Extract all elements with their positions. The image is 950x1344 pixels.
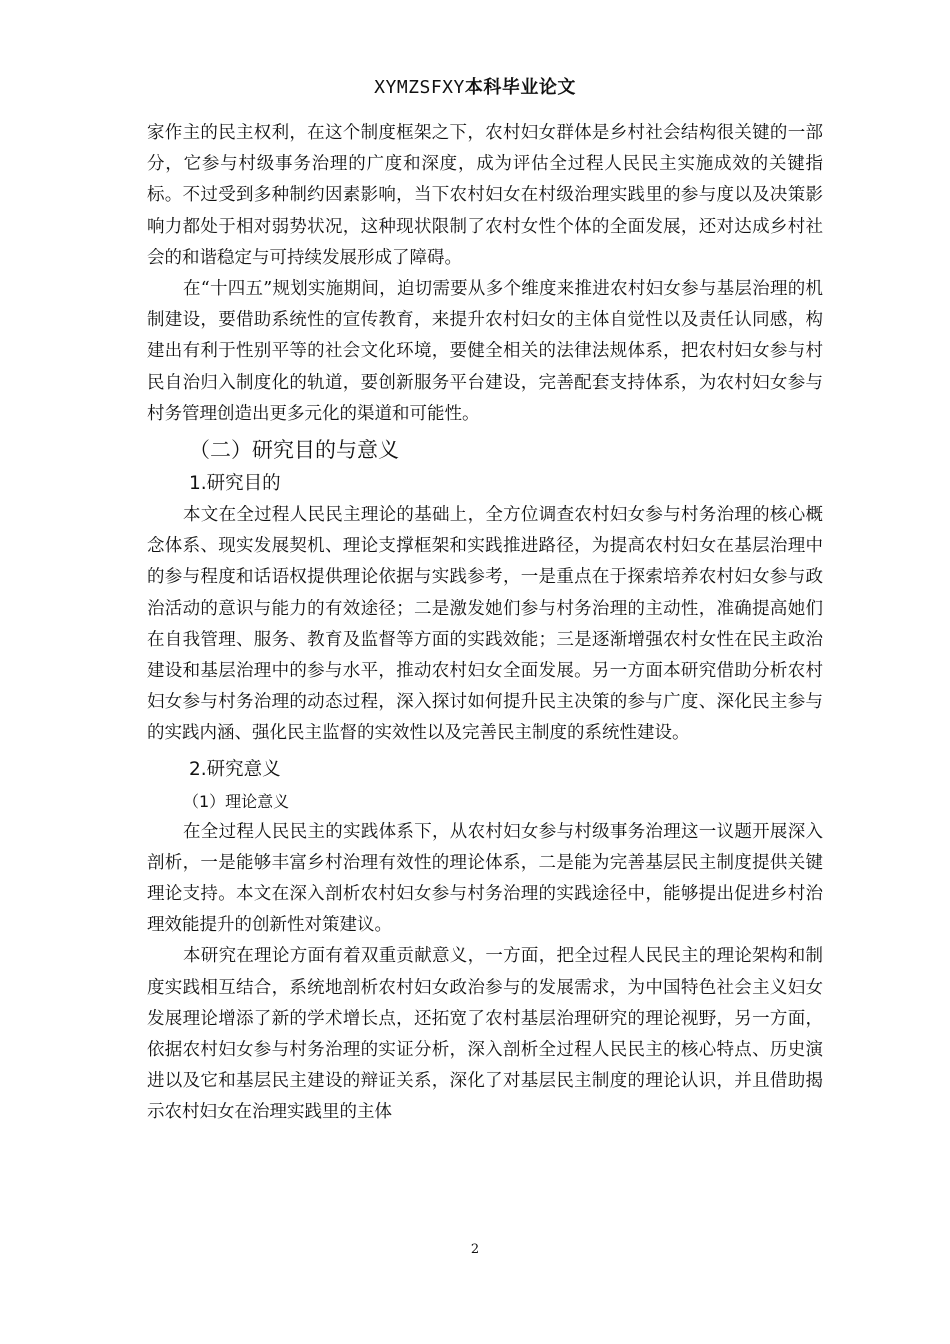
page-body — [147, 118, 823, 1129]
paragraph-continued: 家作主的民主权利，在这个制度框架之下，农村妇女群体是乡村社会结构很关键的一部分，它参与村级事务治理的广度和深度，成为评估全过程人民民主实施成效的关键指标。不过受到多种制约因素影响，当下农村妇女在村级治理实践里的参与度以及决策影响力都处于相对弱势状况，这种现状限制了农村女性个体的全面发展，还对达成乡村社会的和谐稳定与可持续发展形成了障碍。 — [147, 123, 823, 268]
section-heading-purpose-significance: （二）研究目的与意义 — [189, 438, 399, 463]
subheading-research-purpose: 1.研究目的 — [189, 473, 281, 495]
subheading-research-significance: 2.研究意义 — [189, 758, 281, 780]
subheading-theoretical-significance: （1）理论意义 — [183, 791, 290, 811]
page-header — [0, 74, 950, 101]
page-number: 2 — [470, 1242, 480, 1257]
header-title-cn: 本科毕业论文 — [464, 77, 576, 98]
paragraph-theory-2: 本研究在理论方面有着双重贡献意义，一方面，把全过程人民民主的理论架构和制度实践相互结合，系统地剖析农村妇女政治参与的发展需求，为中国特色社会主义妇女发展理论增添了新的学术增长点，还拓宽了农村基层治理研究的理论视野，另一方面，依据农村妇女参与村务治理的实证分析，深入剖析全过程人民民主的核心特点、历史演进以及它和基层民主建设的辩证关系，深化了对基层民主制度的理论认识，并且借助揭示农村妇女在治理实践里的主体 — [147, 946, 823, 1123]
paragraph-theory-1: 在全过程人民民主的实践体系下，从农村妇女参与村级事务治理这一议题开展深入剖析，一是能够丰富乡村治理有效性的理论体系，二是能为完善基层民主制度提供关键理论支持。本文在深入剖析农村妇女参与村务治理的实践途径中，能够提出促进乡村治理效能提升的创新性对策建议。 — [147, 821, 823, 936]
header-title-en: XYMZSFXY — [374, 77, 465, 98]
paragraph-14th-five-year-plan: 在“十四五”规划实施期间，迫切需要从多个维度来推进农村妇女参与基层治理的机制建设，要借助系统性的宣传教育，来提升农村妇女的主体自觉性以及责任认同感，构建出有利于性别平等的社会文化环境，要健全相关的法律法规体系，把农村妇女参与村民自治归入制度化的轨道，要创新服务平台建设，完善配套支持体系，为农村妇女参与村务管理创造出更多元化的渠道和可能性。 — [147, 279, 823, 424]
paragraph-research-purpose: 本文在全过程人民民主理论的基础上，全方位调查农村妇女参与村务治理的核心概念体系、现实发展契机、理论支撑框架和实践推进路径，为提高农村妇女在基层治理中的参与程度和话语权提供理论依据与实践参考，一是重点在于探索培养农村妇女参与政治活动的意识与能力的有效途径；二是激发她们参与村务治理的主动性，准确提高她们在自我管理、服务、教育及监督等方面的实践效能；三是逐渐增强农村女性在民主政治建设和基层治理中的参与水平，推动农村妇女全面发展。另一方面本研究借助分析农村妇女参与村务治理的动态过程，深入探讨如何提升民主决策的参与广度、深化民主参与的实践内涵、强化民主监督的实效性以及完善民主制度的系统性建设。 — [147, 505, 823, 744]
